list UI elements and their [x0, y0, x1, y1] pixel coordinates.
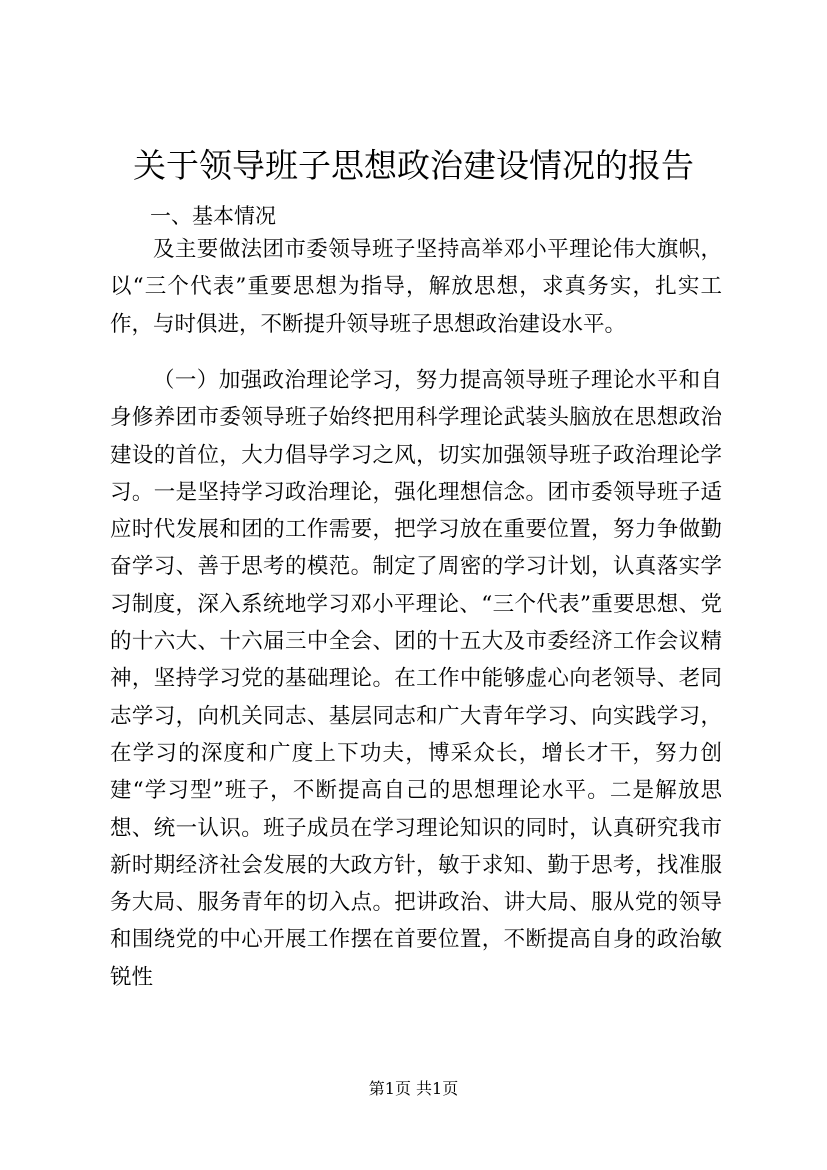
- paragraph-1: 及主要做法团市委领导班子坚持高举邓小平理论伟大旗帜，以“三个代表”重要思想为指导，解放思想，求真务实，扎实工作，与时俱进，不断提升领导班子思想政治建设水平。: [110, 237, 722, 337]
- document-title: 关于领导班子思想政治建设情况的报告: [133, 146, 694, 185]
- paragraph-2: （一）加强政治理论学习，努力提高领导班子理论水平和自身修养团市委领导班子始终把用科学理论武装头脑放在思想政治建设的首位，大力倡导学习之风，切实加强领导班子政治理论学习。一是坚持学习政治理论，强化理想信念。团市委领导班子适应时代发展和团的工作需要，把学习放在重要位置，努力争做勤奋学习、善于思考的模范。制定了周密的学习计划，认真落实学习制度，深入系统地学习邓小平理论、“三个代表”重要思想、党的十六大、十六届三中全会、团的十五大及市委经济工作会议精神，坚持学习党的基础理论。在工作中能够虚心向老领导、老同志学习，向机关同志、基层同志和广大青年学习、向实践学习，在学习的深度和广度上下功夫，博采众长，增长才干，努力创建“学习型”班子，不断提高自己的思想理论水平。二是解放思想、统一认识。班子成员在学习理论知识的同时，认真研究我市新时期经济社会发展的大政方针，敏于求知、勤于思考，找准服务大局、服务青年的切入点。把讲政治、讲大局、服从党的领导和围绕党的中心开展工作摆在首要位置，不断提高自身的政治敏锐性: [110, 368, 722, 990]
- page-footer: 第1页 共1页: [368, 1079, 459, 1098]
- section-heading: 一、基本情况: [150, 204, 276, 228]
